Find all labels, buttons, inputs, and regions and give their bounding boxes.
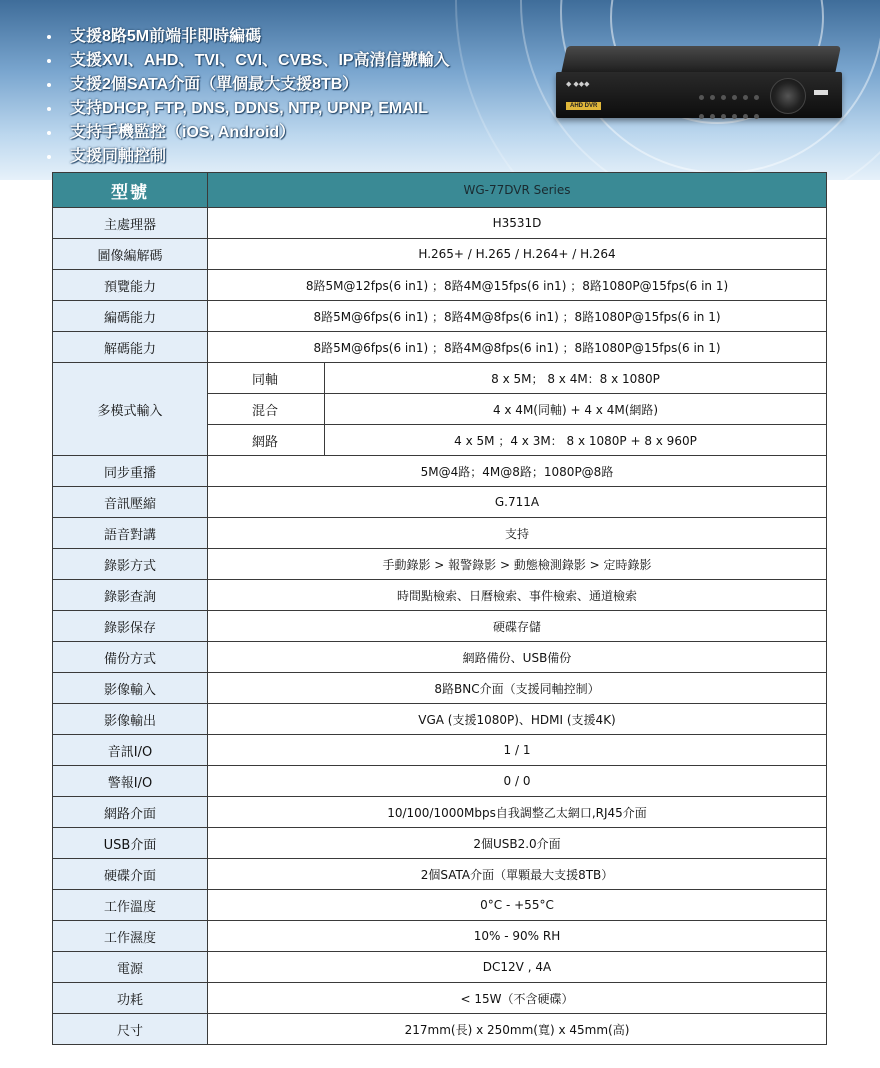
dvr-logo: ◆ ◆◆◆ bbox=[566, 81, 590, 88]
bullet-icon bbox=[47, 131, 51, 135]
spec-row bbox=[53, 642, 827, 673]
feature-item bbox=[38, 50, 450, 74]
spec-label: 工作濕度 bbox=[53, 921, 208, 952]
spec-label: 解碼能力 bbox=[53, 332, 208, 363]
spec-value: DC12V , 4A bbox=[208, 952, 827, 983]
spec-value: 10% - 90% RH bbox=[208, 921, 827, 952]
feature-text: 支援8路5M前端非即時編碼 bbox=[70, 28, 262, 45]
feature-item bbox=[38, 74, 450, 98]
spec-value: 硬碟存儲 bbox=[208, 611, 827, 642]
spec-label: 錄影方式 bbox=[53, 549, 208, 580]
spec-header-value: WG-77DVR Series bbox=[208, 173, 827, 208]
spec-label: 音訊I/O bbox=[53, 735, 208, 766]
feature-item bbox=[38, 26, 450, 50]
product-banner bbox=[0, 0, 880, 180]
spec-row bbox=[53, 301, 827, 332]
spec-label: 主處理器 bbox=[53, 208, 208, 239]
spec-sublabel: 同軸 bbox=[208, 363, 325, 394]
spec-value: 4 x 4M(同軸) + 4 x 4M(網路) bbox=[325, 394, 827, 425]
dvr-led-panel bbox=[696, 87, 766, 107]
spec-row bbox=[53, 549, 827, 580]
spec-label: 備份方式 bbox=[53, 642, 208, 673]
spec-sublabel: 混合 bbox=[208, 394, 325, 425]
spec-label: 預覽能力 bbox=[53, 270, 208, 301]
spec-label: 圖像編解碼 bbox=[53, 239, 208, 270]
dvr-top-panel bbox=[561, 46, 841, 74]
spec-sublabel: 網路 bbox=[208, 425, 325, 456]
feature-item bbox=[38, 98, 450, 122]
spec-value: 8路BNC介面（支援同軸控制） bbox=[208, 673, 827, 704]
feature-text: 支援2個SATA介面（單個最大支援8TB） bbox=[70, 76, 359, 93]
spec-label: 錄影保存 bbox=[53, 611, 208, 642]
spec-label: 網路介面 bbox=[53, 797, 208, 828]
dvr-jog-dial bbox=[770, 78, 806, 114]
spec-value: 手動錄影 > 報警錄影 > 動態檢測錄影 > 定時錄影 bbox=[208, 549, 827, 580]
spec-row bbox=[53, 673, 827, 704]
spec-value: 4 x 5M ；4 x 3M： 8 x 1080P + 8 x 960P bbox=[325, 425, 827, 456]
spec-value: H.265+ / H.265 / H.264+ / H.264 bbox=[208, 239, 827, 270]
spec-value: H3531D bbox=[208, 208, 827, 239]
spec-row bbox=[53, 735, 827, 766]
feature-list bbox=[38, 26, 450, 170]
spec-value: 0 / 0 bbox=[208, 766, 827, 797]
bullet-icon bbox=[47, 107, 51, 111]
bullet-icon bbox=[47, 35, 51, 39]
spec-label: USB介面 bbox=[53, 828, 208, 859]
spec-label: 功耗 bbox=[53, 983, 208, 1014]
spec-value: 10/100/1000Mbps自我調整乙太網口,RJ45介面 bbox=[208, 797, 827, 828]
spec-value: < 15W（不含硬碟） bbox=[208, 983, 827, 1014]
spec-label: 編碼能力 bbox=[53, 301, 208, 332]
bullet-icon bbox=[47, 59, 51, 63]
spec-label: 尺寸 bbox=[53, 1014, 208, 1045]
spec-value: 1 / 1 bbox=[208, 735, 827, 766]
spec-row bbox=[53, 580, 827, 611]
spec-row bbox=[53, 456, 827, 487]
spec-value: 8路5M@12fps(6 in1) ；8路4M@15fps(6 in1) ；8路1080P@15fps(6 in 1) bbox=[208, 270, 827, 301]
spec-label: 同步重播 bbox=[53, 456, 208, 487]
spec-label-multimode: 多模式輸入 bbox=[53, 363, 208, 456]
spec-row bbox=[53, 208, 827, 239]
spec-row bbox=[53, 859, 827, 890]
spec-row bbox=[53, 1014, 827, 1045]
spec-row bbox=[53, 332, 827, 363]
spec-label: 電源 bbox=[53, 952, 208, 983]
feature-text: 支持DHCP, FTP, DNS, DDNS, NTP, UPNP, EMAIL bbox=[70, 100, 428, 117]
spec-value: 8路5M@6fps(6 in1) ；8路4M@8fps(6 in1) ；8路1080P@15fps(6 in 1) bbox=[208, 301, 827, 332]
spec-row bbox=[53, 828, 827, 859]
spec-row bbox=[53, 983, 827, 1014]
spec-label: 音訊壓縮 bbox=[53, 487, 208, 518]
spec-value: 5M@4路；4M@8路；1080P@8路 bbox=[208, 456, 827, 487]
spec-value: 支持 bbox=[208, 518, 827, 549]
spec-row bbox=[53, 766, 827, 797]
spec-row bbox=[53, 890, 827, 921]
spec-value: 8 x 5M； 8 x 4M：8 x 1080P bbox=[325, 363, 827, 394]
spec-row bbox=[53, 611, 827, 642]
bullet-icon bbox=[47, 83, 51, 87]
dvr-front-panel bbox=[556, 72, 842, 118]
spec-header-row bbox=[53, 173, 827, 208]
spec-value: 217mm(長) x 250mm(寬) x 45mm(高) bbox=[208, 1014, 827, 1045]
spec-table bbox=[52, 172, 827, 1045]
spec-header-label: 型號 bbox=[53, 173, 208, 208]
spec-label: 錄影查詢 bbox=[53, 580, 208, 611]
spec-label: 警報I/O bbox=[53, 766, 208, 797]
spec-value: 時間點檢索、日曆檢索、事件檢索、通道檢索 bbox=[208, 580, 827, 611]
spec-value: 網路備份、USB備份 bbox=[208, 642, 827, 673]
dvr-usb-port bbox=[814, 90, 828, 95]
spec-label: 硬碟介面 bbox=[53, 859, 208, 890]
feature-item bbox=[38, 122, 450, 146]
feature-text: 支援XVI、AHD、TVI、CVI、CVBS、IP高清信號輸入 bbox=[70, 52, 450, 69]
spec-value: 8路5M@6fps(6 in1) ；8路4M@8fps(6 in1) ；8路1080P@15fps(6 in 1) bbox=[208, 332, 827, 363]
spec-row bbox=[53, 270, 827, 301]
feature-text: 支持手機監控（iOS, Android） bbox=[70, 124, 296, 141]
spec-row bbox=[53, 952, 827, 983]
spec-label: 影像輸入 bbox=[53, 673, 208, 704]
dvr-badge: AHD DVR bbox=[566, 102, 601, 110]
spec-row bbox=[53, 704, 827, 735]
spec-row-multimode bbox=[53, 363, 827, 394]
spec-row bbox=[53, 518, 827, 549]
spec-label: 影像輸出 bbox=[53, 704, 208, 735]
spec-row bbox=[53, 239, 827, 270]
spec-value: 2個USB2.0介面 bbox=[208, 828, 827, 859]
dvr-product-image bbox=[556, 46, 846, 126]
spec-row bbox=[53, 921, 827, 952]
spec-value: 0°C - +55°C bbox=[208, 890, 827, 921]
feature-text: 支援同軸控制 bbox=[70, 148, 167, 165]
spec-value: G.711A bbox=[208, 487, 827, 518]
spec-value: VGA (支援1080P)、HDMI (支援4K) bbox=[208, 704, 827, 735]
spec-label: 工作溫度 bbox=[53, 890, 208, 921]
spec-row bbox=[53, 797, 827, 828]
spec-row bbox=[53, 487, 827, 518]
bullet-icon bbox=[47, 155, 51, 159]
spec-value: 2個SATA介面（單顆最大支援8TB） bbox=[208, 859, 827, 890]
spec-label: 語音對講 bbox=[53, 518, 208, 549]
feature-item bbox=[38, 146, 450, 170]
